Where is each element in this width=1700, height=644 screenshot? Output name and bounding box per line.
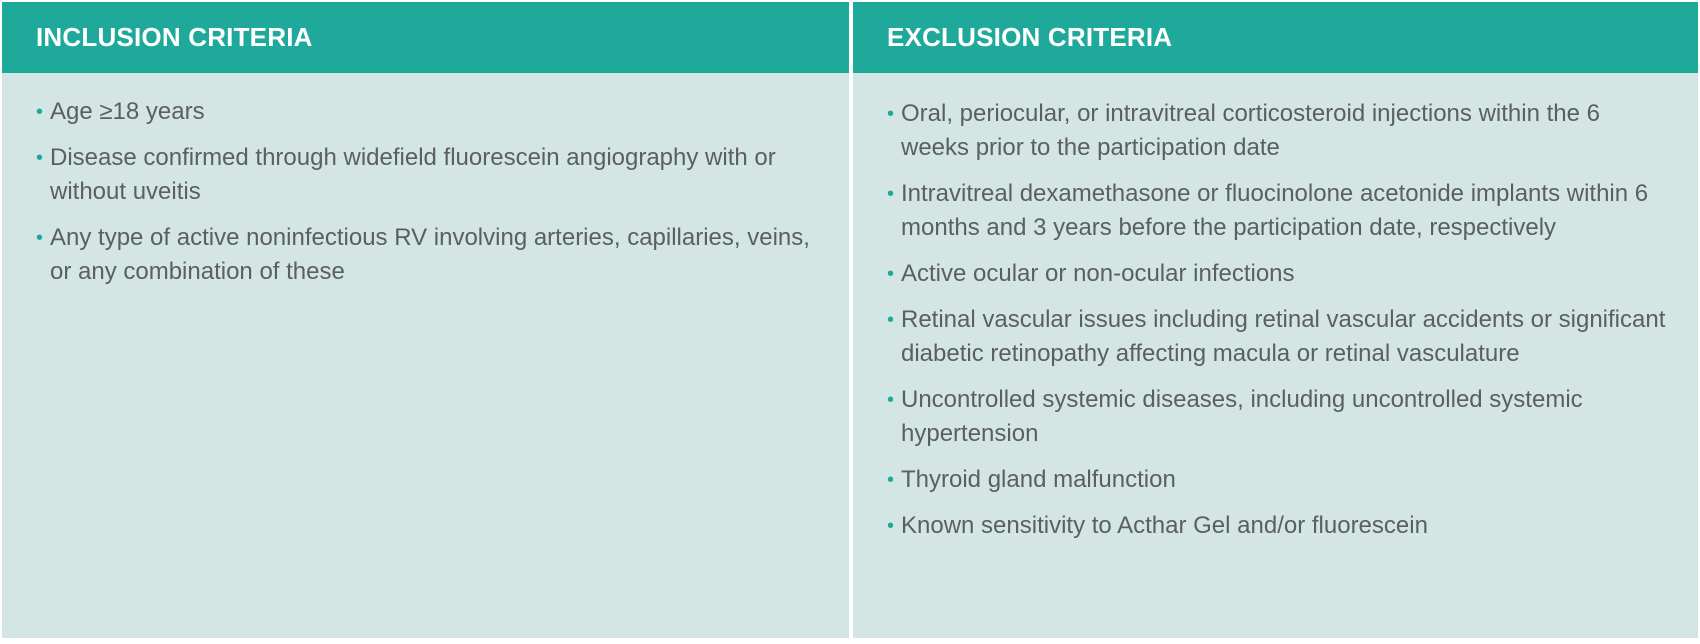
list-item bbox=[887, 509, 1668, 543]
list-item-text: Any type of active noninfectious RV involving arteries, capillaries, veins, or any combination of these bbox=[50, 224, 810, 285]
bullet-icon: • bbox=[887, 103, 895, 125]
exclusion-heading: EXCLUSION CRITERIA bbox=[887, 22, 1173, 52]
list-item-text: Disease confirmed through widefield fluorescein angiography with or without uveitis bbox=[50, 144, 776, 205]
bullet-icon: • bbox=[36, 147, 44, 169]
list-item-text: Retinal vascular issues including retinal vascular accidents or significant diabetic retinopathy affecting macula or retinal vasculature bbox=[901, 306, 1666, 367]
exclusion-column bbox=[853, 2, 1698, 638]
inclusion-column bbox=[2, 2, 849, 638]
list-item bbox=[887, 257, 1668, 291]
bullet-icon: • bbox=[36, 101, 44, 123]
inclusion-list bbox=[36, 95, 819, 289]
criteria-table bbox=[2, 2, 1698, 638]
list-item-text: Uncontrolled systemic diseases, including uncontrolled systemic hypertension bbox=[901, 386, 1583, 447]
list-item bbox=[887, 177, 1668, 245]
list-item-text: Intravitreal dexamethasone or fluocinolone acetonide implants within 6 months and 3 years before the participation date, respectively bbox=[901, 180, 1649, 241]
bullet-icon: • bbox=[887, 309, 895, 331]
list-item-text: Age ≥18 years bbox=[50, 98, 205, 125]
exclusion-header bbox=[853, 2, 1698, 73]
list-item bbox=[887, 383, 1668, 451]
bullet-icon: • bbox=[887, 263, 895, 285]
list-item-text: Thyroid gland malfunction bbox=[901, 466, 1176, 493]
inclusion-header bbox=[2, 2, 849, 73]
inclusion-heading: INCLUSION CRITERIA bbox=[36, 22, 313, 52]
list-item bbox=[36, 221, 819, 289]
list-item-text: Oral, periocular, or intravitreal corticosteroid injections within the 6 weeks prior to the participation date bbox=[901, 100, 1600, 161]
exclusion-body bbox=[853, 73, 1698, 638]
bullet-icon: • bbox=[887, 469, 895, 491]
inclusion-body bbox=[2, 73, 849, 638]
bullet-icon: • bbox=[887, 515, 895, 537]
exclusion-list bbox=[887, 97, 1668, 543]
bullet-icon: • bbox=[36, 227, 44, 249]
list-item bbox=[36, 95, 819, 129]
list-item-text: Known sensitivity to Acthar Gel and/or fluorescein bbox=[901, 512, 1428, 539]
list-item bbox=[36, 141, 819, 209]
list-item-text: Active ocular or non-ocular infections bbox=[901, 260, 1295, 287]
bullet-icon: • bbox=[887, 389, 895, 411]
list-item bbox=[887, 463, 1668, 497]
list-item bbox=[887, 97, 1668, 165]
bullet-icon: • bbox=[887, 183, 895, 205]
list-item bbox=[887, 303, 1668, 371]
